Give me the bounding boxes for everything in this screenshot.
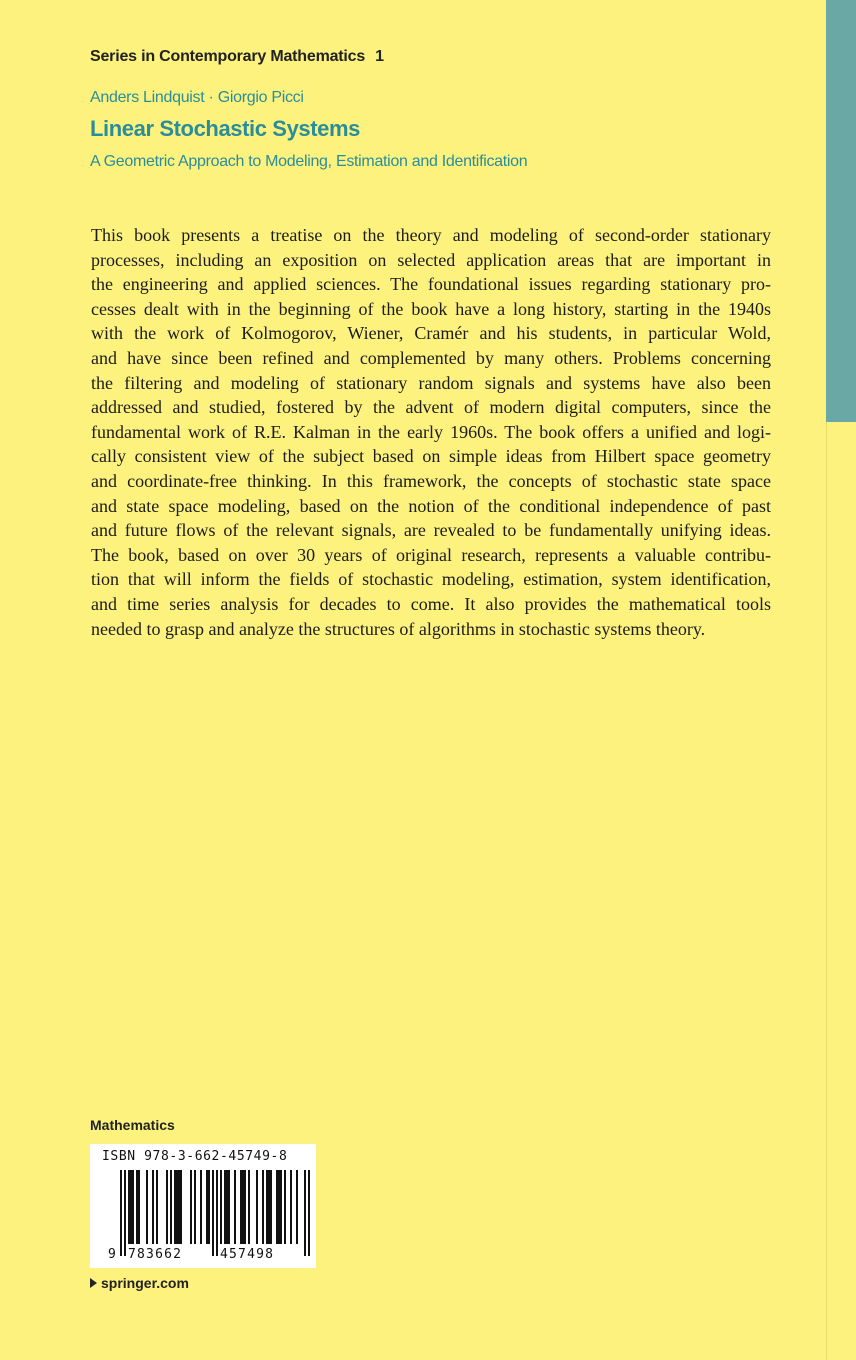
- barcode-bar: [176, 1170, 178, 1244]
- barcode-bar: [248, 1170, 250, 1244]
- blurb-line: the engineering and applied sciences. The foundational issues regarding stationary pro-: [91, 274, 771, 295]
- barcode-bar: [228, 1170, 230, 1244]
- barcode-bar: [308, 1170, 310, 1256]
- blurb-line: This book presents a treatise on the theory and modeling of second-order stationary: [91, 225, 771, 245]
- barcode-bar: [146, 1170, 148, 1244]
- barcode-bar: [276, 1170, 278, 1244]
- series-name: Series in Contemporary Mathematics: [90, 48, 366, 65]
- barcode-bar: [178, 1170, 180, 1244]
- blurb-line: fundamental work of R.E. Kalman in the early 1960s. The book offers a unified and logi-: [91, 421, 771, 442]
- book-subtitle: A Geometric Approach to Modeling, Estimation and Identification: [90, 153, 528, 170]
- barcode-bar: [224, 1170, 226, 1244]
- blurb-line: cesses dealt with in the beginning of the book have a long history, starting in the 1940s: [91, 298, 771, 319]
- blurb-line: and time series analysis for decades to come. It also provides the mathematical tools: [91, 593, 771, 614]
- blurb-line: and have since been refined and complemented by many others. Problems concerning: [91, 347, 771, 368]
- blurb-line: and state space modeling, based on the notion of the conditional independence of past: [91, 495, 771, 516]
- barcode-graphic: [90, 1144, 316, 1268]
- barcode-bar: [220, 1170, 222, 1244]
- barcode-bar: [194, 1170, 196, 1244]
- barcode-bar: [304, 1170, 306, 1256]
- barcode-bar: [138, 1170, 140, 1244]
- blurb-line: with the work of Kolmogorov, Wiener, Cramér and his students, in particular Wold,: [91, 323, 771, 344]
- blurb-line: addressed and studied, fostered by the advent of modern digital computers, since the: [91, 397, 771, 418]
- barcode-bar: [280, 1170, 282, 1244]
- blurb-line: tion that will inform the fields of stochastic modeling, estimation, system identification,: [91, 569, 771, 590]
- barcode-bar: [200, 1170, 202, 1244]
- barcode-bar: [124, 1170, 126, 1256]
- barcode-bar: [152, 1170, 154, 1244]
- blurb-line: processes, including an exposition on selected application areas that are important in: [91, 249, 771, 270]
- barcode-bar: [268, 1170, 270, 1244]
- barcode-bar: [244, 1170, 246, 1244]
- barcode-bar: [262, 1170, 264, 1244]
- barcode-bar: [156, 1170, 158, 1244]
- barcode-bar: [234, 1170, 236, 1244]
- barcode-bar: [132, 1170, 134, 1244]
- arrow-right-icon: [90, 1278, 97, 1288]
- blurb-line: the filtering and modeling of stationary random signals and systems have also been: [91, 372, 771, 393]
- barcode-bar: [136, 1170, 138, 1244]
- barcode-digits: 783662: [128, 1247, 183, 1262]
- blurb-line: needed to grasp and analyze the structures of algorithms in stochastic systems theory.: [91, 618, 706, 639]
- blurb-line: and coordinate-free thinking. In this framework, the concepts of stochastic state space: [91, 470, 771, 491]
- barcode-bar: [216, 1170, 218, 1256]
- barcode-bar: [290, 1170, 292, 1244]
- barcode-bar: [206, 1170, 208, 1244]
- barcode-bar: [266, 1170, 268, 1244]
- barcode-bar: [240, 1170, 242, 1244]
- series-number: 1: [375, 48, 384, 65]
- authors: Anders Lindquist · Giorgio Picci: [90, 89, 304, 106]
- blurb-line: and future flows of the relevant signals, are revealed to be fundamentally unifying ideas.: [91, 520, 771, 541]
- blurb-line: The book, based on over 30 years of original research, represents a valuable contribu-: [91, 544, 771, 565]
- isbn-barcode: [90, 1144, 316, 1268]
- isbn-label: ISBN 978-3-662-45749-8: [102, 1149, 288, 1164]
- series-line: [90, 48, 384, 66]
- barcode-bar: [180, 1170, 182, 1244]
- barcode-bar: [190, 1170, 192, 1244]
- barcode-bar: [174, 1170, 176, 1244]
- barcode-digits: 457498: [220, 1247, 275, 1262]
- publisher-link[interactable]: [90, 1275, 189, 1291]
- barcode-bar: [284, 1170, 286, 1244]
- spine-color-bar: [826, 0, 856, 422]
- book-title: Linear Stochastic Systems: [90, 116, 361, 141]
- barcode-bar: [212, 1170, 214, 1256]
- barcode-bar: [278, 1170, 280, 1244]
- barcode-bar: [128, 1170, 130, 1244]
- subject-category: Mathematics: [90, 1117, 175, 1133]
- blurb-line: cally consistent view of the subject based on simple ideas from Hilbert space geometry: [91, 446, 771, 467]
- barcode-bar: [166, 1170, 168, 1244]
- barcode-bar: [130, 1170, 132, 1244]
- barcode-bar: [296, 1170, 298, 1244]
- barcode-bar: [120, 1170, 122, 1256]
- barcode-bar: [242, 1170, 244, 1244]
- publisher-link-text: springer.com: [101, 1275, 189, 1291]
- barcode-bar: [256, 1170, 258, 1244]
- spine-edge: [826, 422, 856, 1360]
- blurb-text: [91, 223, 771, 641]
- barcode-digits: 9: [108, 1247, 118, 1262]
- barcode-bar: [170, 1170, 172, 1244]
- barcode-bar: [208, 1170, 210, 1244]
- barcode-bar: [270, 1170, 272, 1244]
- barcode-bar: [226, 1170, 228, 1244]
